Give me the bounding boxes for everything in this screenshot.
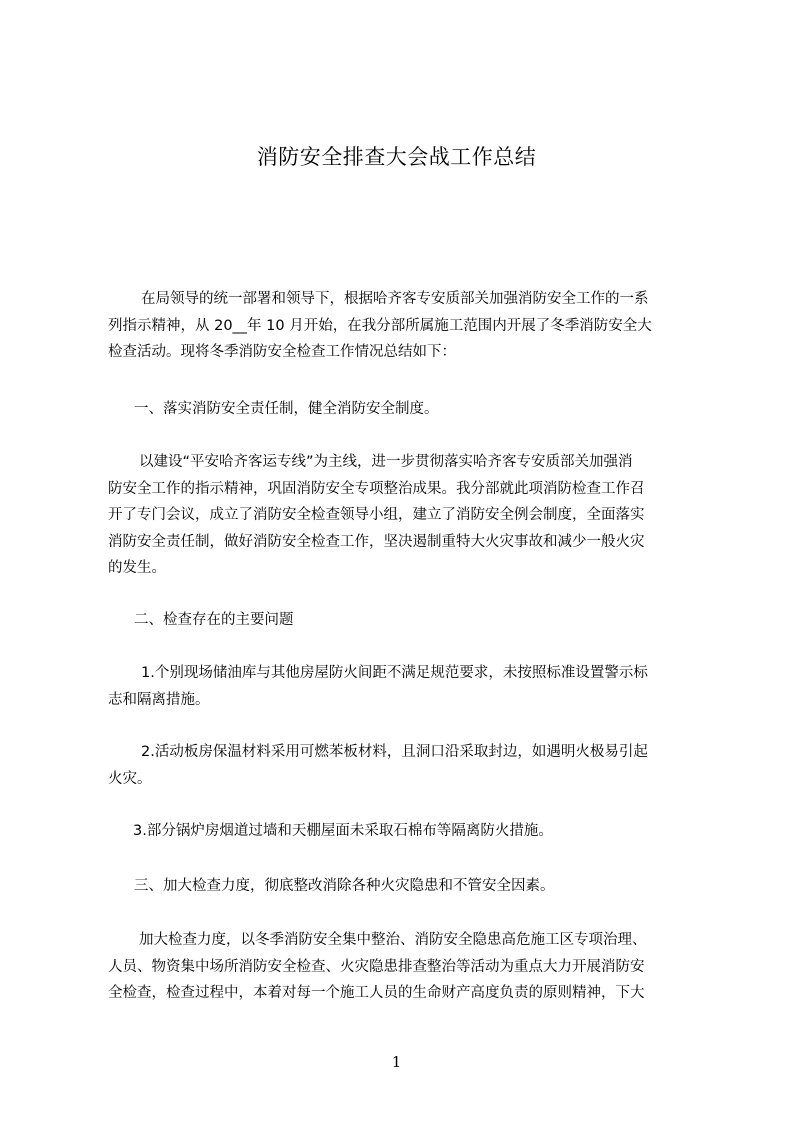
list-item-2 — [108, 739, 648, 792]
document-title: 消防安全排查大会战工作总结 — [256, 145, 537, 169]
section-1-paragraph — [108, 449, 645, 582]
text-line: 开了专门会议，成立了消防安全检查领导小组，建立了消防安全例会制度，全面落实 — [108, 507, 645, 523]
section-heading-2: 二、检查存在的主要问题 — [134, 612, 294, 628]
text-line: 1.个别现场储油库与其他房屋防火间距不满足规范要求，未按照标准设置警示标 — [141, 665, 648, 681]
text-line: 以建设“平安哈齐客运专线”为主线，进一步贯彻落实哈齐客专安质部关加强消 — [139, 454, 633, 470]
text-line: 人员、物资集中场所消防安全检查、火灾隐患排查整治等活动为重点大力开展消防安 — [108, 958, 645, 975]
text-line: 加大检查力度，以冬季消防安全集中整治、消防安全隐患高危施工区专项治理、 — [139, 932, 647, 948]
text-line: 防安全工作的指示精神，巩固消防安全专项整治成果。我分部就此项消防检查工作召 — [108, 480, 645, 497]
text-line: 2.活动板房保温材料采用可燃苯板材料，且洞口沿采取封边，如遇明火极易引起 — [141, 744, 648, 760]
section-heading-3: 三、加大检查力度，彻底整改消除各种火灾隐患和不管安全因素。 — [134, 878, 555, 894]
text-line: 消防安全责任制，做好消防安全检查工作，坚决遏制重特大火灾事故和减少一般火灾 — [108, 533, 645, 550]
text-line: 列指示精神，从 20__年 10 月开始，在我分部所属施工范围内开展了冬季消防安全大 — [108, 317, 652, 334]
text-line: 的发生。 — [108, 560, 166, 576]
text-line: 志和隔离措施。 — [108, 691, 210, 708]
section-heading-1: 一、落实消防安全责任制，健全消防安全制度。 — [134, 401, 439, 417]
intro-paragraph — [108, 286, 652, 366]
text-line: 检查活动。现将冬季消防安全检查工作情况总结如下： — [108, 344, 456, 360]
text-line: 在局领导的统一部署和领导下，根据哈齐客专安质部关加强消防安全工作的一系 — [141, 291, 649, 307]
text-line: 火灾。 — [108, 770, 152, 787]
section-3-paragraph — [108, 927, 647, 1007]
page-number: 1 — [391, 1053, 402, 1071]
text-line: 全检查，检查过程中，本着对每一个施工人员的生命财产高度负责的原则精神，下大 — [108, 985, 645, 1001]
list-item-3: 3.部分锅炉房烟道过墙和天棚屋面未采取石棉布等隔离防火措施。 — [133, 823, 553, 839]
list-item-1 — [108, 660, 648, 713]
